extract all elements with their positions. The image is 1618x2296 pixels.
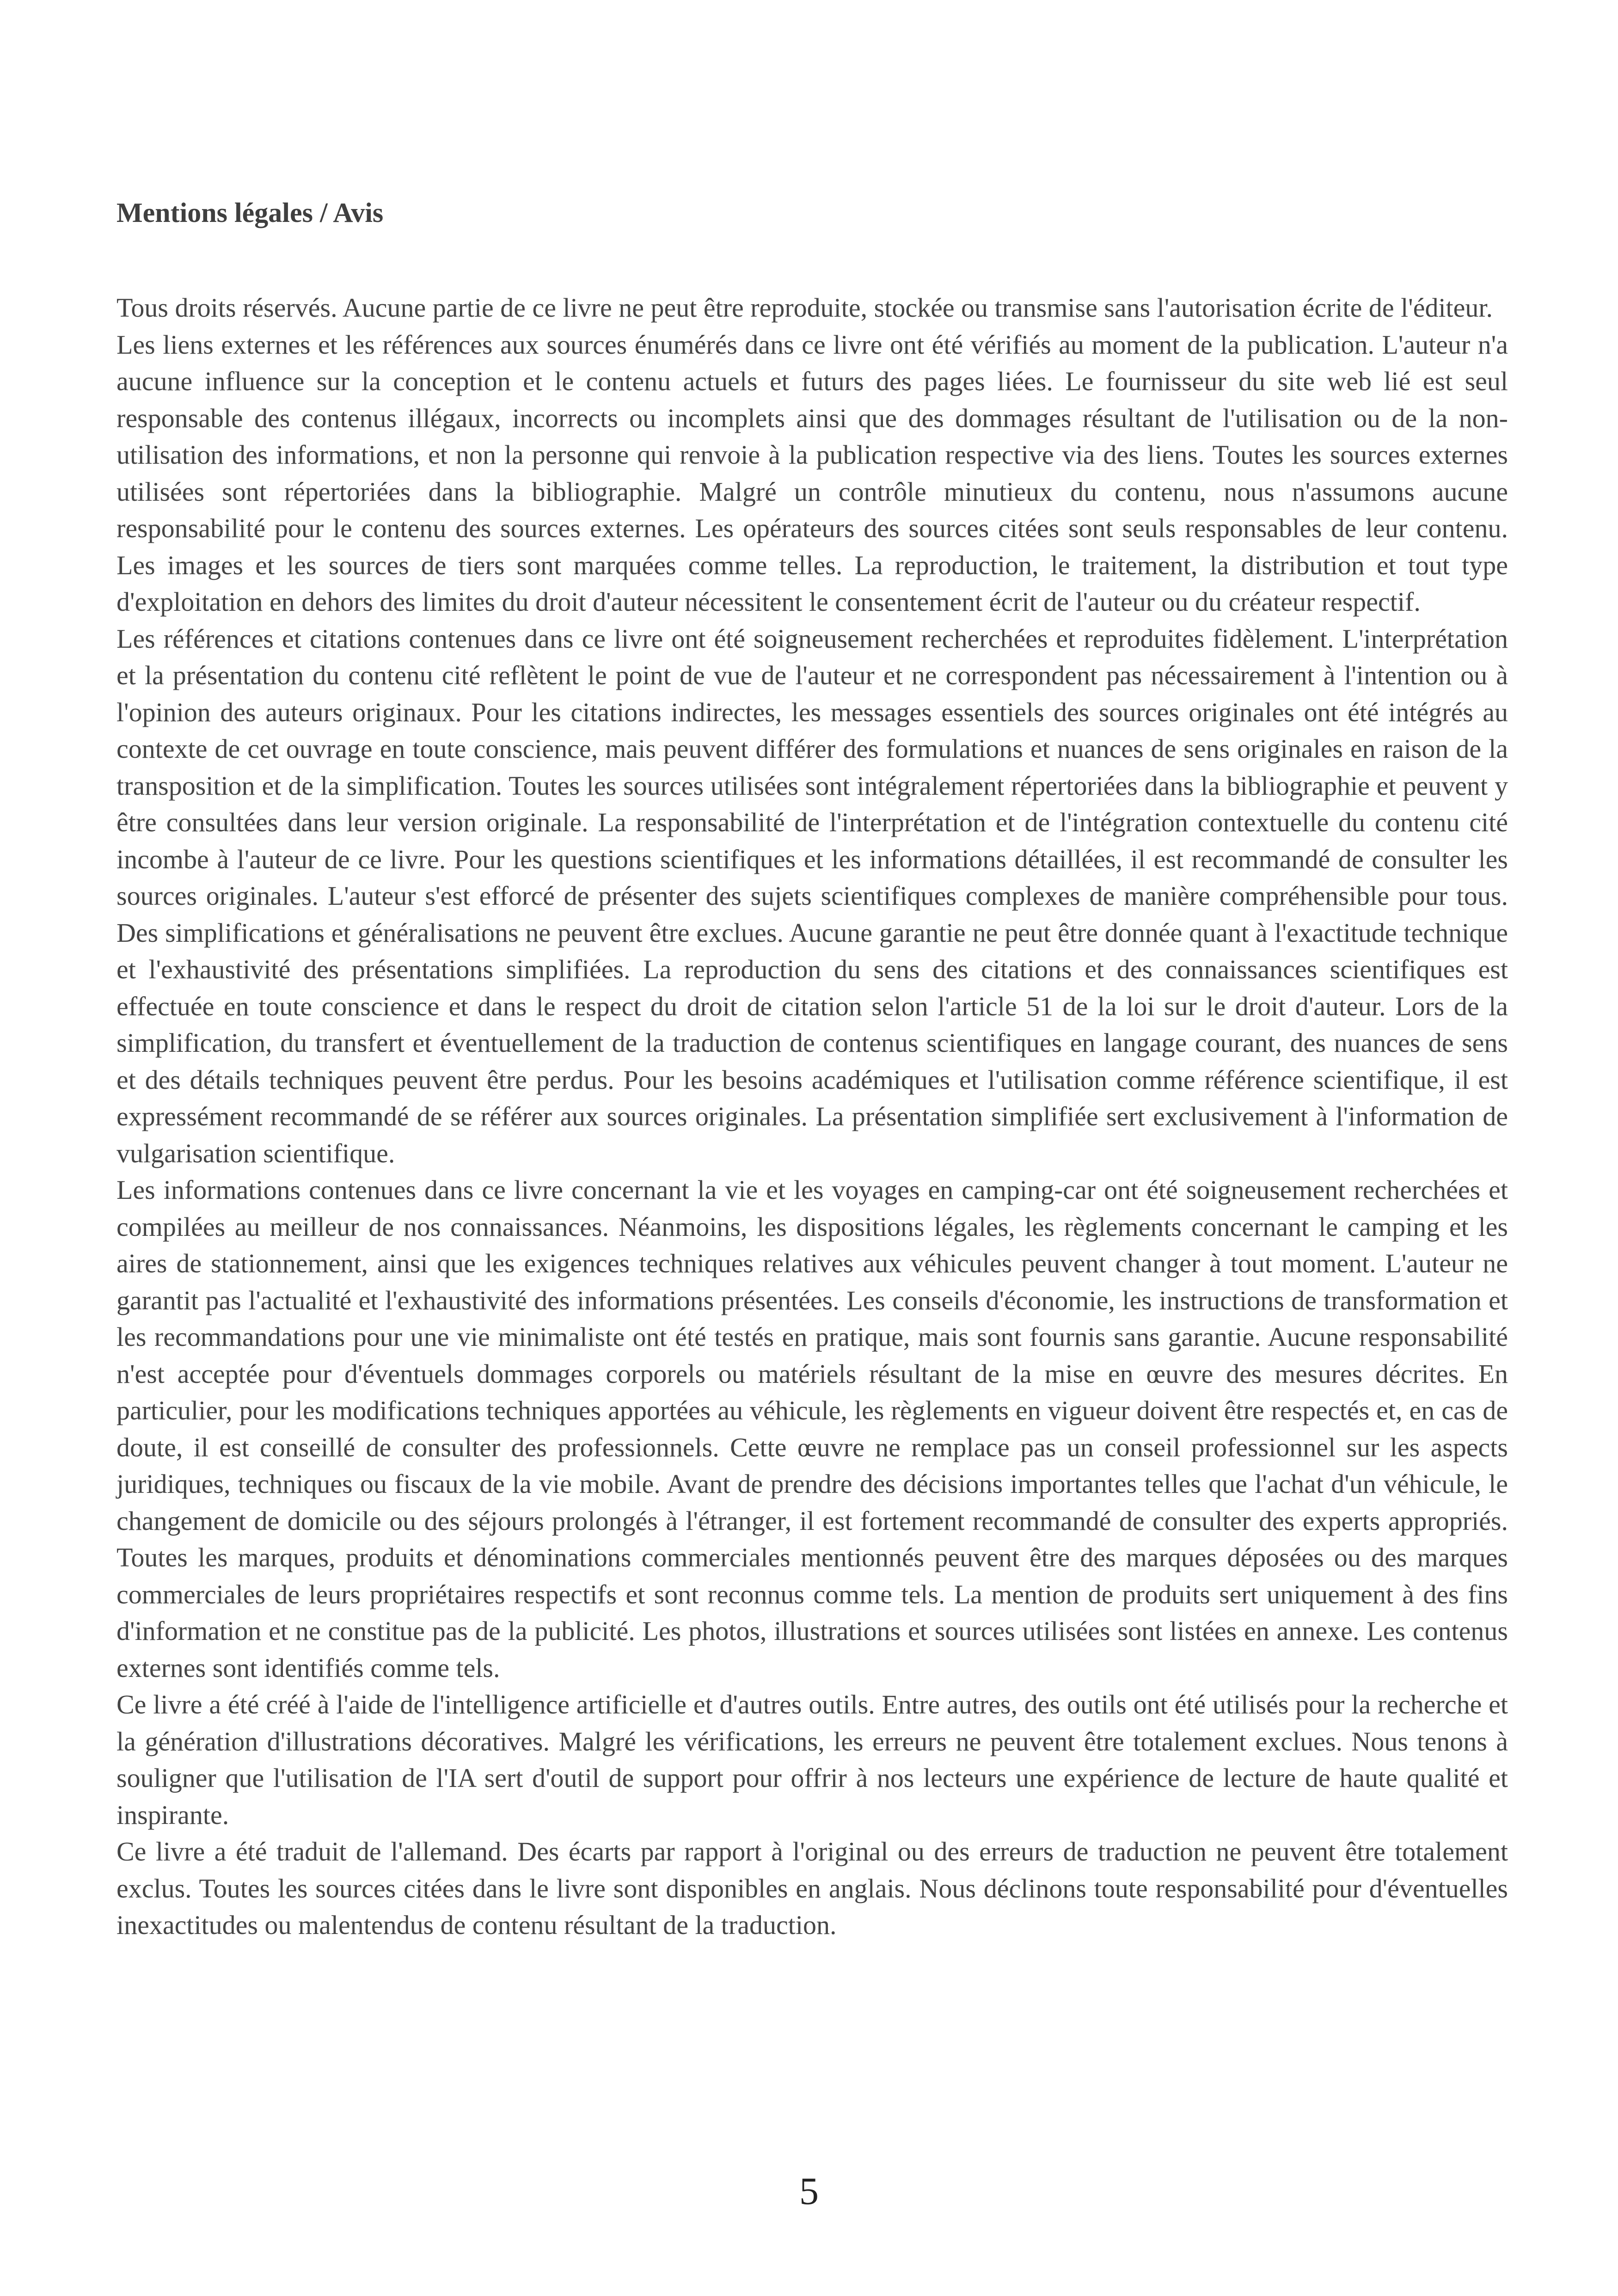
paragraph-camping-car-disclaimer: Les informations contenues dans ce livre concernant la vie et les voyages en camping-car ont été soigneusement recherchées et compilées au meilleur de nos connaissances. Néanmoins, les dispositions légales, les règlements concernant le camping et les aires de stationnement, ainsi que les exigences techniques relatives aux véhicules peuvent changer à tout moment. L'auteur ne garantit pas l'actualité et l'exhaustivité des informations présentées. Les conseils d'économie, les instructions de transformation et les recommandations pour une vie minimaliste ont été testés en pratique, mais sont fournis sans garantie. Aucune responsabilité n'est acceptée pour d'éventuels dommages corporels ou matériels résultant de la mise en œuvre des mesures décrites. En particulier, pour les modifications techniques apportées au véhicule, les règlements en vigueur doivent être respectés et, en cas de doute, il est conseillé de consulter des professionnels. Cette œuvre ne remplace pas un conseil professionnel sur les aspects juridiques, techniques ou fiscaux de la vie mobile. Avant de prendre des décisions importantes telles que l'achat d'un véhicule, le changement de domicile ou des séjours prolongés à l'étranger, il est fortement recommandé de consulter des experts appropriés. Toutes les marques, produits et dénominations commerciales mentionnés peuvent être des marques déposées ou des marques commerciales de leurs propriétaires respectifs et sont reconnus comme tels. La mention de produits sert uniquement à des fins d'information et ne constitue pas de la publicité. Les photos, illustrations et sources utilisées sont listées en annexe. Les contenus externes sont identifiés comme tels.: [116, 1175, 1508, 1683]
page-title: Mentions légales / Avis: [116, 197, 384, 228]
page-number: 5: [799, 2170, 819, 2213]
paragraph-copyright: Tous droits réservés. Aucune partie de ce livre ne peut être reproduite, stockée ou transmise sans l'autorisation écrite de l'éditeur.: [116, 293, 1493, 323]
legal-notice-section: [116, 194, 1508, 1944]
paragraph-citations: Les références et citations contenues dans ce livre ont été soigneusement recherchées et reproduites fidèlement. L'interprétation et la présentation du contenu cité reflètent le point de vue de l'auteur et ne correspondent pas nécessairement à l'intention ou à l'opinion des auteurs originaux. Pour les citations indirectes, les messages essentiels des sources originales ont été intégrés au contexte de cet ouvrage en toute conscience, mais peuvent différer des formulations et nuances de sens originales en raison de la transposition et de la simplification. Toutes les sources utilisées sont intégralement répertoriées dans la bibliographie et peuvent y être consultées dans leur version originale. La responsabilité de l'interprétation et de l'intégration contextuelle du contenu cité incombe à l'auteur de ce livre. Pour les questions scientifiques et les informations détaillées, il est recommandé de consulter les sources originales. L'auteur s'est efforcé de présenter des sujets scientifiques complexes de manière compréhensible pour tous. Des simplifications et généralisations ne peuvent être exclues. Aucune garantie ne peut être donnée quant à l'exactitude technique et l'exhaustivité des présentations simplifiées. La reproduction du sens des citations et des connaissances scientifiques est effectuée en toute conscience et dans le respect du droit de citation selon l'article 51 de la loi sur le droit d'auteur. Lors de la simplification, du transfert et éventuellement de la traduction de contenus scientifiques en langage courant, des nuances de sens et des détails techniques peuvent être perdus. Pour les besoins académiques et l'utilisation comme référence scientifique, il est expressément recommandé de se référer aux sources originales. La présentation simplifiée sert exclusivement à l'information de vulgarisation scientifique.: [116, 623, 1508, 1168]
paragraph-ai-usage: Ce livre a été créé à l'aide de l'intelligence artificielle et d'autres outils. Entre autres, des outils ont été utilisés pour la recherche et la génération d'illustrations décoratives. Malgré les vérifications, les erreurs ne peuvent être totalement exclues. Nous tenons à souligner que l'utilisation de l'IA sert d'outil de support pour offrir à nos lecteurs une expérience de lecture de haute qualité et inspirante.: [116, 1689, 1508, 1830]
paragraph-external-links: Les liens externes et les références aux sources énumérés dans ce livre ont été vérifiés au moment de la publication. L'auteur n'a aucune influence sur la conception et le contenu actuels et futurs des pages liées. Le fournisseur du site web lié est seul responsable des contenus illégaux, incorrects ou incomplets ainsi que des dommages résultant de l'utilisation ou de la non-utilisation des informations, et non la personne qui renvoie à la publication respective via des liens. Toutes les sources externes utilisées sont répertoriées dans la bibliographie. Malgré un contrôle minutieux du contenu, nous n'assumons aucune responsabilité pour le contenu des sources externes. Les opérateurs des sources citées sont seuls responsables de leur contenu. Les images et les sources de tiers sont marquées comme telles. La reproduction, le traitement, la distribution et tout type d'exploitation en dehors des limites du droit d'auteur nécessitent le consentement écrit de l'auteur ou du créateur respectif.: [116, 329, 1508, 617]
paragraph-translation: Ce livre a été traduit de l'allemand. Des écarts par rapport à l'original ou des erreurs de traduction ne peuvent être totalement exclus. Toutes les sources citées dans le livre sont disponibles en anglais. Nous déclinons toute responsabilité pour d'éventuelles inexactitudes ou malentendus de contenu résultant de la traduction.: [116, 1836, 1508, 1940]
